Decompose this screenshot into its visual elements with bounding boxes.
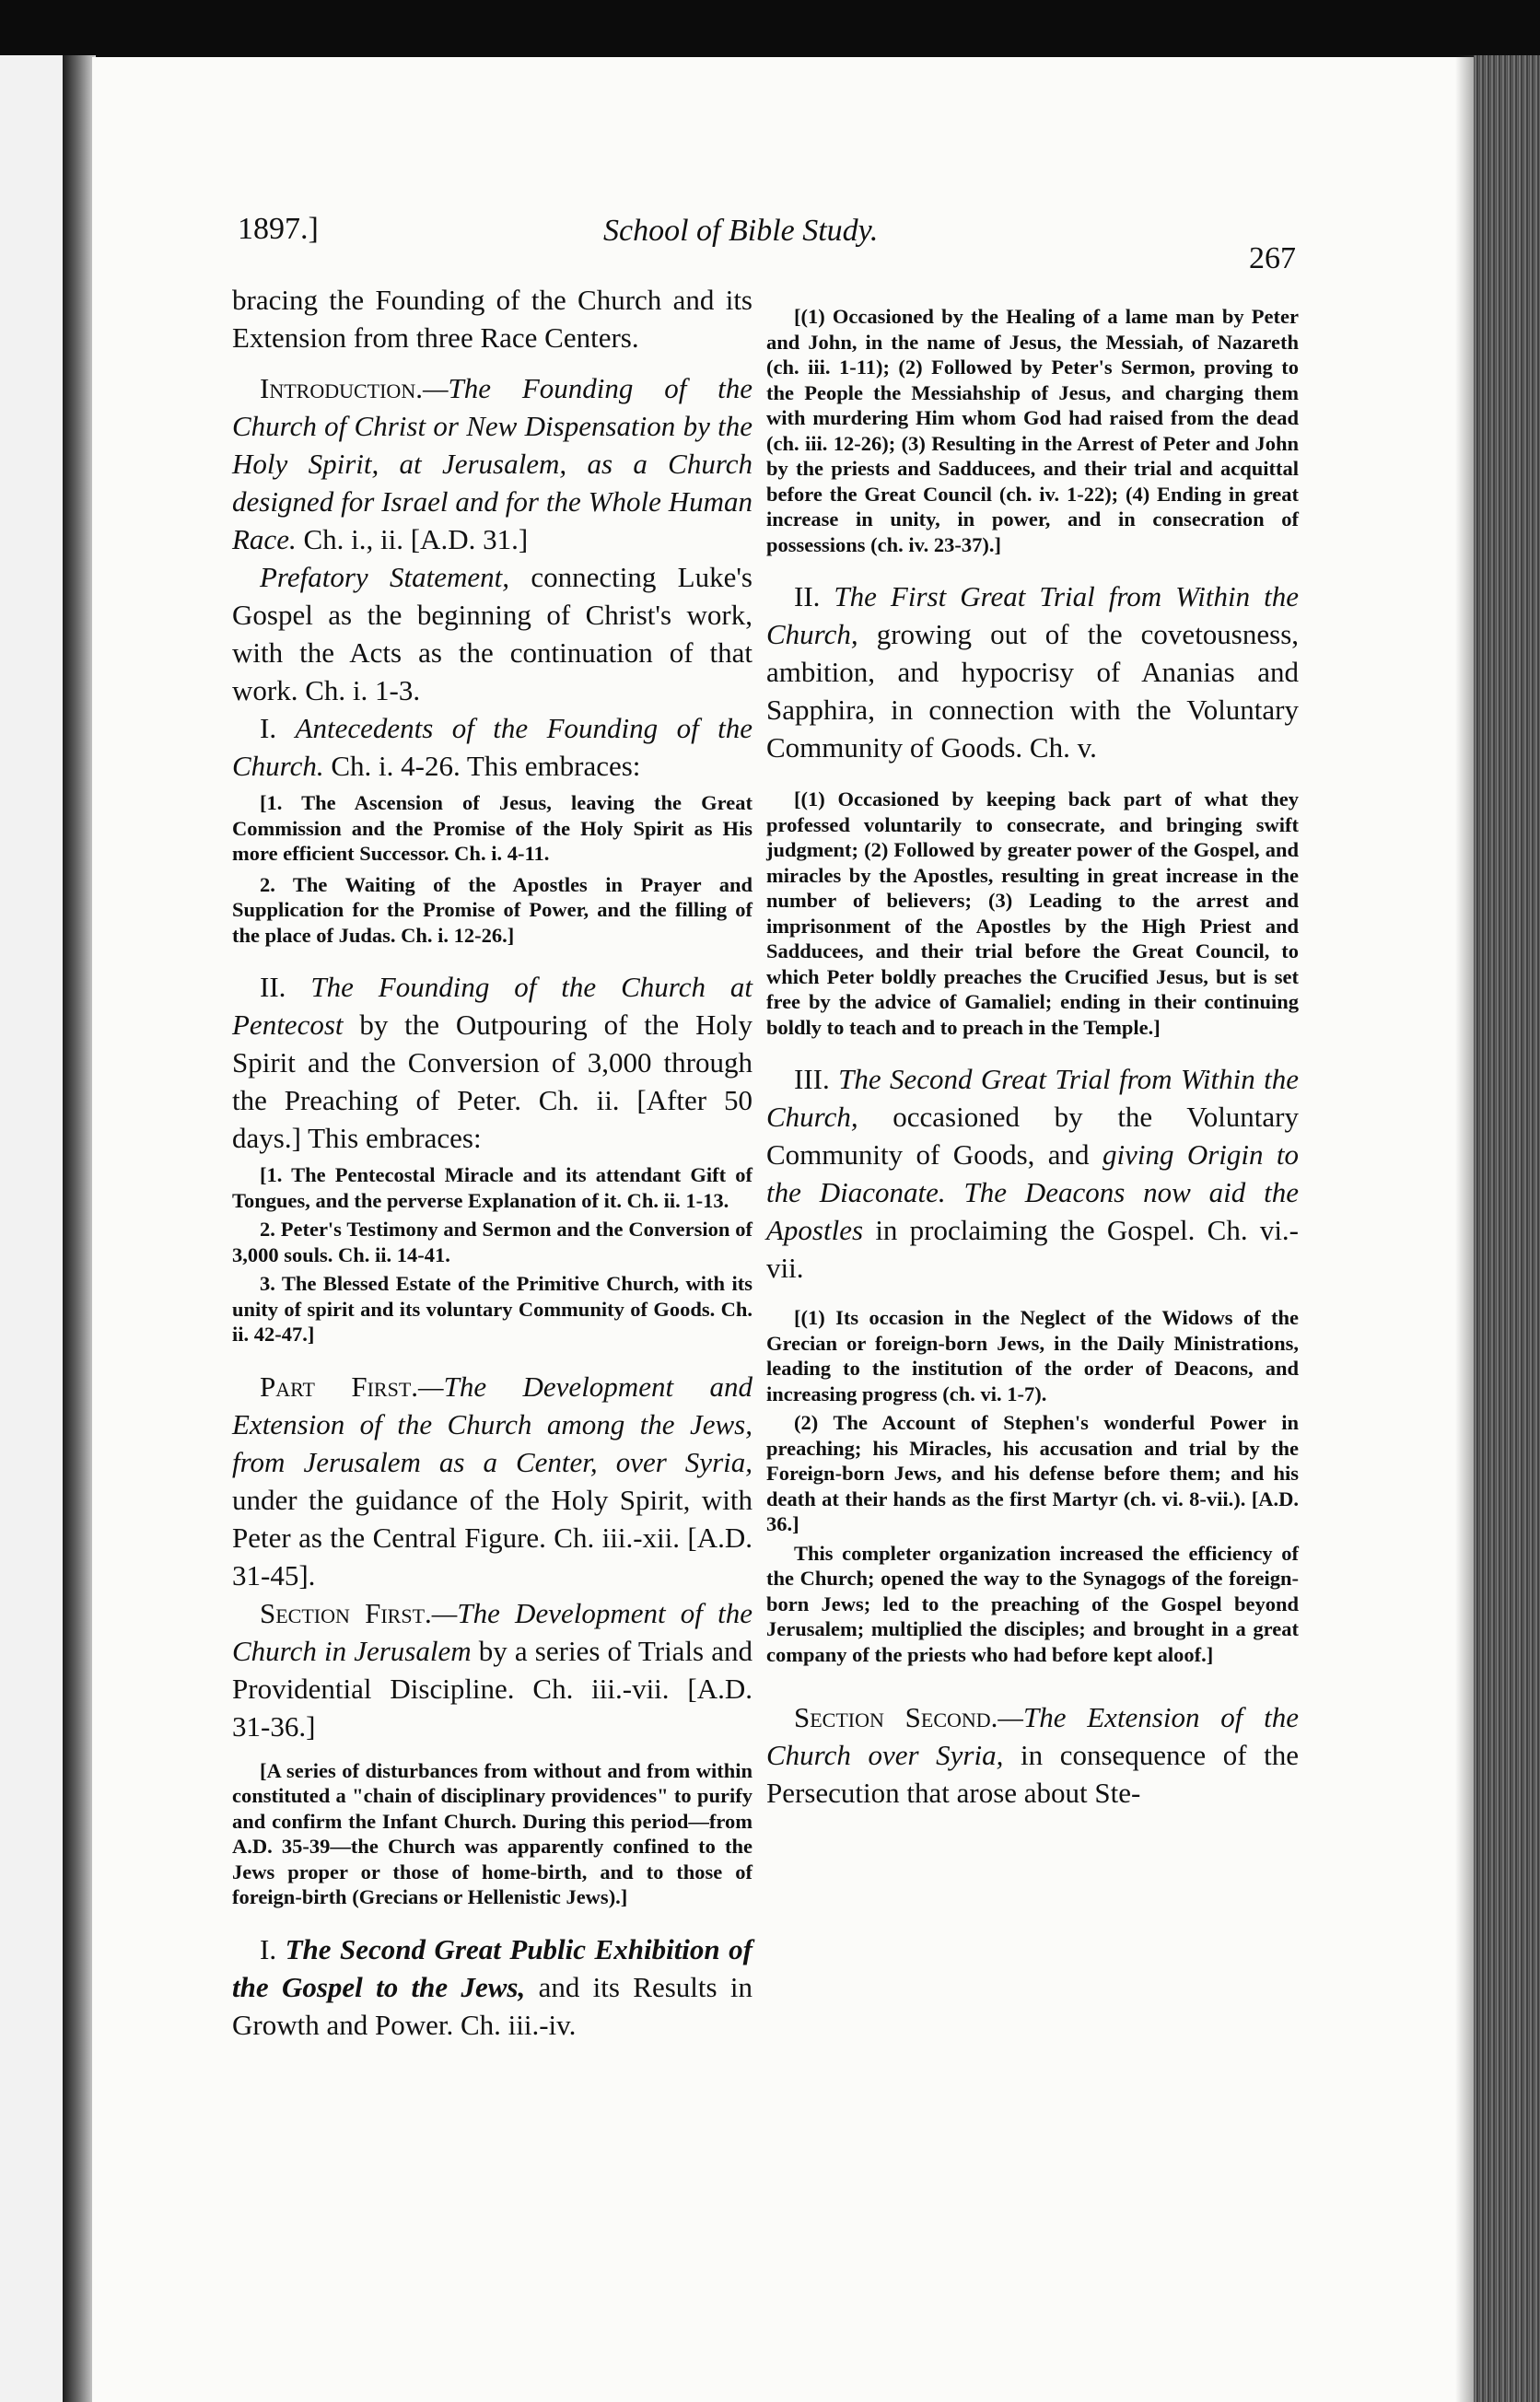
left-column [232, 281, 752, 2044]
paragraph [232, 281, 752, 356]
gutter-shadow [63, 55, 96, 2402]
section-label: Section First. [260, 1596, 432, 1629]
italic-heading: The Founding of the Church at Pentecost [232, 971, 753, 1041]
sub-note: [(1) Occasioned by keeping back part of what they professed voluntarily to consecrate, and bringing swift judgment; (2) Followed by greater power of the Gospel, and miracles by the Apostles, resulting in great increase in the number of believers; (3) Leading to the arrest and imprisonment of the Apostles by the High Priest and Sadducees, and their trial before the Great Council, to which Peter boldly preaches the Crucified Jesus, but is set free by the advice of Gamaliel; ending in their continuing boldly to teach and to preach in the Temple.] [766, 787, 1299, 1039]
introduction-paragraph [232, 369, 752, 558]
italic-heading: The First Great Trial from Within the Church, [766, 580, 1299, 650]
section-label: Part First. [260, 1370, 419, 1403]
italic-heading: —The Extension of the Church over Syria, [766, 1701, 1299, 1771]
italic-heading: The Second Great Trial from Within the Church, [766, 1063, 1299, 1133]
sub-note: 3. The Blessed Estate of the Primitive Church, with its unity of spirit and its voluntary Community of Goods. Ch. ii. 42-47.] [232, 1272, 752, 1346]
paragraph-text: in proclaiming the Gospel. Ch. vi.-vii. [766, 1214, 1300, 1284]
sub-note: [1. The Ascension of Jesus, leaving the Great Commission and the Promise of the Holy Spirit as His more efficient Successor. Ch. i. 4-11. [232, 791, 752, 865]
outline-item-i [232, 1930, 752, 2044]
right-column [766, 304, 1299, 1812]
outline-number: III. [794, 1063, 830, 1095]
running-head-title: School of Bible Study. [603, 214, 879, 248]
italic-heading: —The Founding of the Church of Christ or New Dispensation by the Holy Spirit, at Jerusalem, as a Church designed for Israel and for the Whole Human Race. [232, 372, 752, 555]
outline-item-iii [766, 1060, 1299, 1287]
outline-item-ii [232, 968, 752, 1157]
book-fore-edge [1474, 55, 1540, 2402]
sub-note: 2. The Waiting of the Apostles in Prayer and Supplication for the Promise of Power, and the filling of the place of Judas. Ch. i. 12-26.] [232, 872, 752, 947]
section-label: Section Second. [794, 1701, 998, 1733]
sub-note: (2) The Account of Stephen's wonderful Power in preaching; his Miracles, his accusation and trial by the Foreign-born Jews, and his defense before them; and his death at their hands as the first Martyr (ch. vi. 8-vii.). [A.D. 36.] [766, 1411, 1299, 1535]
paragraph-text: occasioned by the Voluntary Community of Goods, and [766, 1101, 1299, 1171]
section-label: Introduction. [260, 372, 423, 404]
paragraph-text: growing out of the covetousness, ambition, and hypocrisy of Ananias and Sapphira, in connection with the Voluntary Community of Goods. Ch. v. [766, 618, 1300, 764]
page-number: 267 [1249, 241, 1296, 275]
outline-number: I. [260, 1932, 277, 1965]
outline-number: II. [794, 580, 821, 612]
outline-number: II. [260, 971, 286, 1003]
italic-heading: —The Development of the Church in Jerusalem [232, 1596, 752, 1667]
sub-note: 2. Peter's Testimony and Sermon and the Conversion of 3,000 souls. Ch. ii. 14-41. [232, 1218, 752, 1266]
running-head-year: 1897.] [238, 212, 319, 246]
outline-number: I. [260, 712, 277, 744]
section-second-paragraph [766, 1698, 1299, 1812]
part-first-paragraph [232, 1368, 752, 1594]
paragraph-text: bracing the Founding of the Church and its Extension from three Race Centers. [232, 284, 752, 354]
reference: Ch. i., ii. [A.D. 31.] [303, 523, 529, 555]
paragraph-text: under the guidance of the Holy Spirit, with Peter as the Central Figure. Ch. iii.-xii. [A.D. 31-45]. [232, 1483, 752, 1592]
italic-heading: Prefatory Statement, [260, 561, 509, 593]
paragraph-text: in consequence of the Persecution that arose about Ste- [766, 1739, 1300, 1809]
sub-note: [(1) Its occasion in the Neglect of the Widows of the Grecian or foreign-born Jews, in the Daily Ministrations, leading to the institution of the order of Deacons, and increasing progress (ch. vi. 1-7). [766, 1306, 1299, 1405]
section-first-paragraph [232, 1594, 752, 1745]
paragraph-text: and its Results in Growth and Power. Ch. iii.-iv. [232, 1970, 752, 2041]
prefatory-paragraph [232, 558, 752, 709]
sub-note: [1. The Pentecostal Miracle and its attendant Gift of Tongues, and the perverse Explanation of it. Ch. ii. 1-13. [232, 1163, 752, 1212]
scan-top-border [0, 0, 1540, 64]
outline-item-i [232, 709, 752, 785]
sub-note: This completer organization increased the efficiency of the Church; opened the way to the Synagogs of the foreign-born Jews; led to the preaching of the Gospel beyond Jerusalem; multiplied the disciples; and brought in a great company of the priests who had before kept aloof.] [766, 1541, 1299, 1666]
outline-item-ii [766, 577, 1299, 766]
paragraph-text: Ch. i. 4-26. This embraces: [331, 750, 641, 782]
italic-heading: —The Development and Extension of the Church among the Jews, from Jerusalem as a Center, over Syria, [232, 1370, 752, 1478]
italic-heading: Antecedents of the Founding of the Church. [232, 712, 753, 782]
sub-note: [(1) Occasioned by the Healing of a lame man by Peter and John, in the name of Jesus, the Messiah, of Nazareth (ch. iii. 1-11); (2) Followed by Peter's Sermon, proving to the People the Messiahship of Jesus, and charging them with murdering Him whom God had raised from the dead (ch. iii. 12-26); (3) Resulting in the Arrest of Peter and John by the priests and Sadducees, and their trial and acquittal before the Great Council (ch. iv. 1-22); (4) Ending in great increase in unity, in power, and in consecration of possessions (ch. iv. 23-37).] [766, 305, 1299, 556]
paragraph-text: connecting Luke's Gospel as the beginning of Christ's work, with the Acts as the continuation of that work. Ch. i. 1-3. [232, 561, 752, 706]
italic-heading: The Second Great Public Exhibition of the Gospel to the Jews, [232, 1932, 752, 2003]
sub-note: [A series of disturbances from without and from within constituted a "chain of disciplinary providences" to purify and confirm the Infant Church. During this period—from A.D. 35-39—the Church was apparently confined to the Jews proper or those of home-birth, and to those of foreign-birth (Grecians or Hellenistic Jews).] [232, 1758, 752, 1908]
paragraph-text: by a series of Trials and Providential Discipline. Ch. iii.-vii. [A.D. 31-36.] [232, 1634, 753, 1743]
paragraph-text: by the Outpouring of the Holy Spirit and the Conversion of 3,000 through the Preaching of Peter. Ch. ii. [After 50 days.] This embraces: [232, 1009, 752, 1154]
italic-heading: giving Origin to the Diaconate. The Deacons now aid the Apostles [766, 1138, 1299, 1246]
